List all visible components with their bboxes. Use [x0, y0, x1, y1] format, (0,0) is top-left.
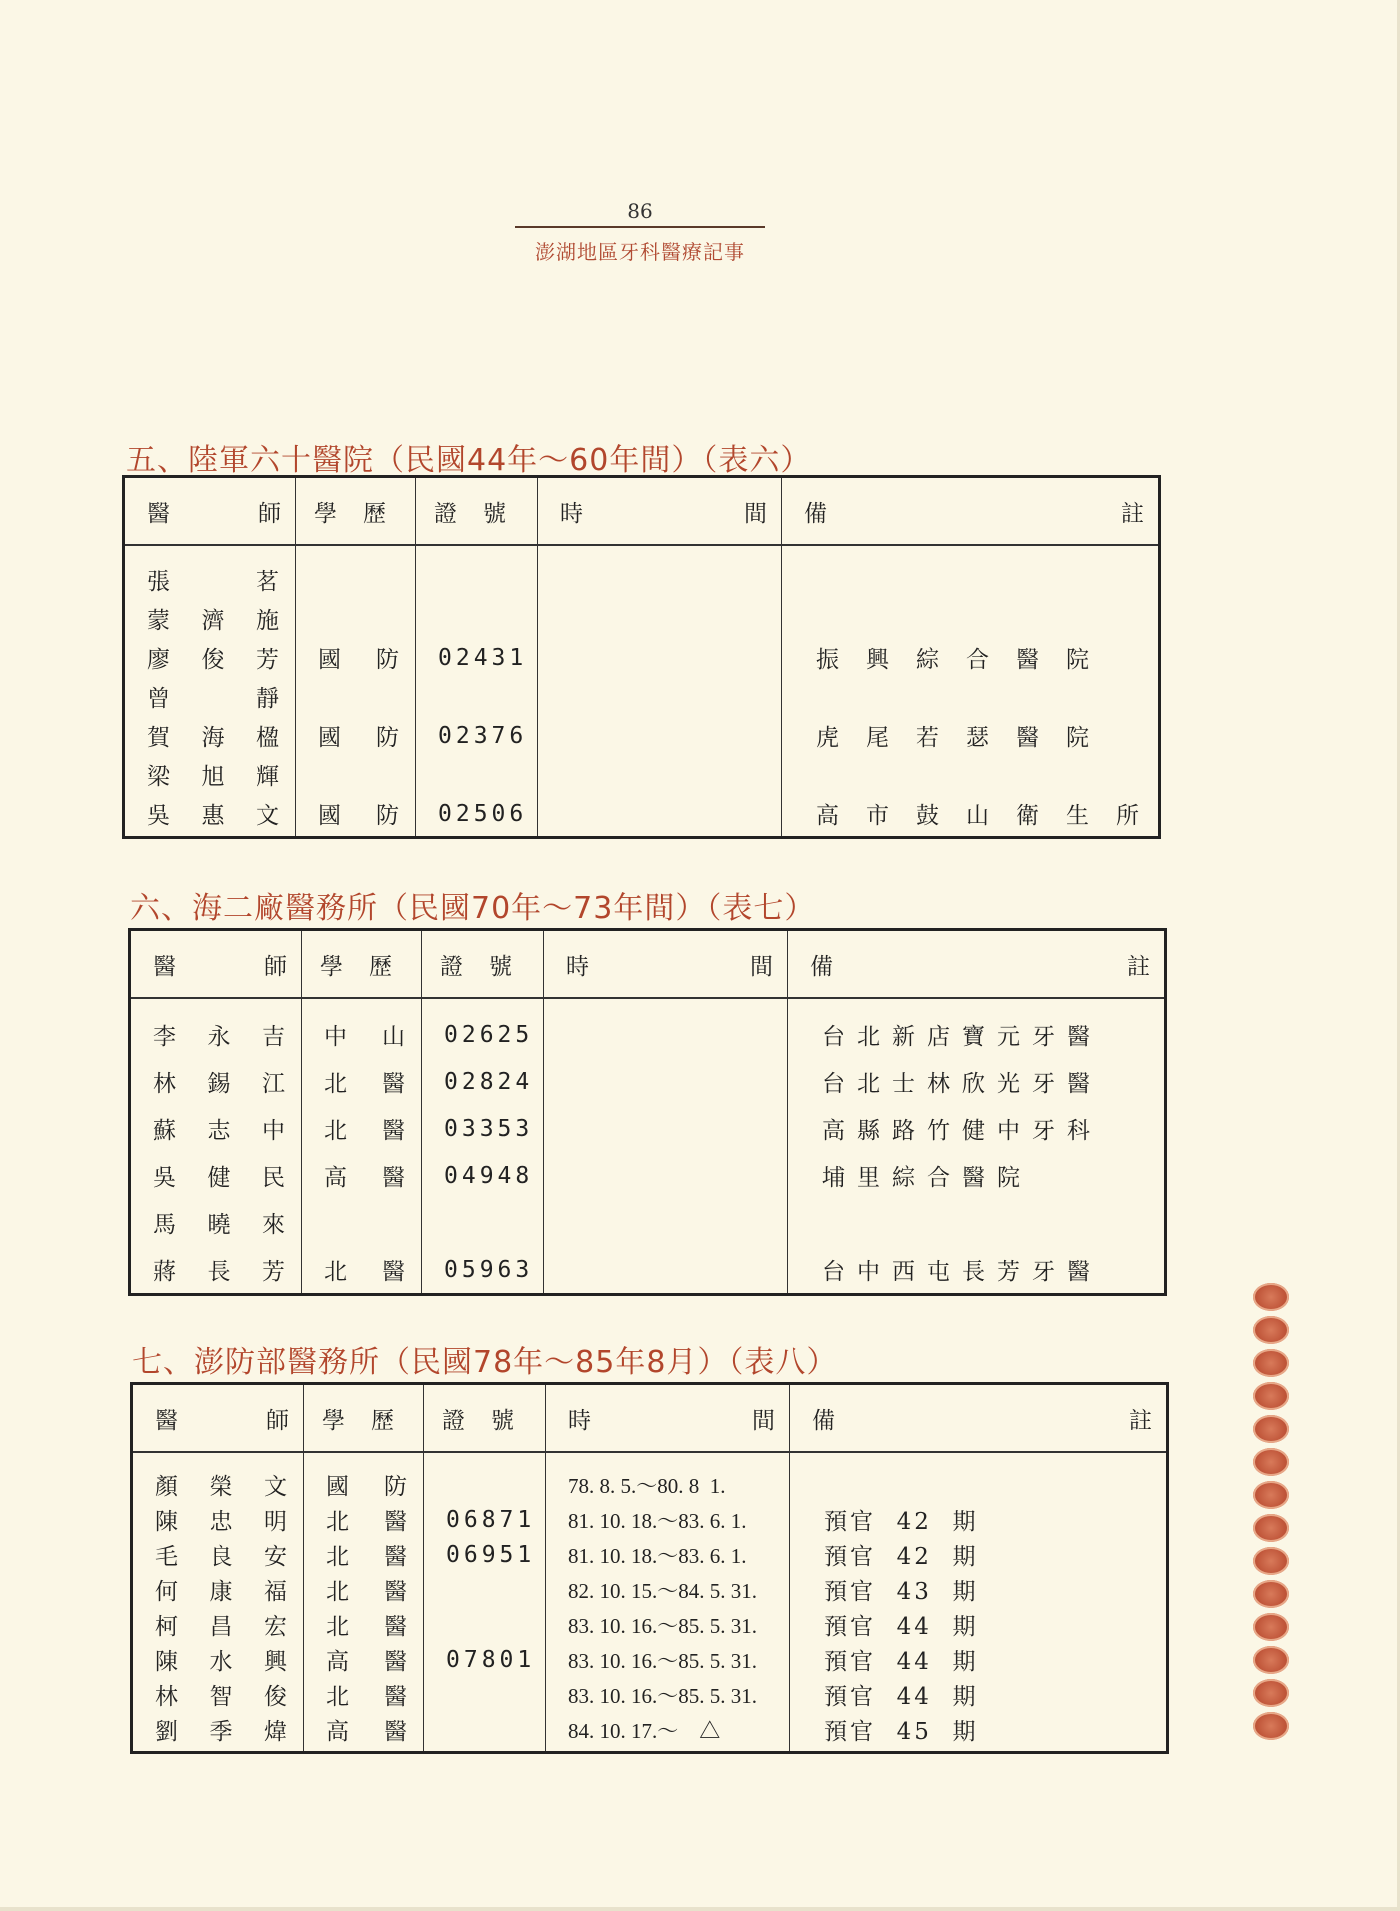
name-char: 俊: [201, 647, 225, 673]
name-char: 宏: [264, 1614, 287, 1640]
header-education-char: 學: [314, 500, 337, 527]
doctor-name: [131, 1058, 301, 1105]
name-char: 吳: [153, 1165, 176, 1191]
column-remarks: [782, 545, 1166, 837]
remark: 預官 45 期: [824, 1719, 979, 1745]
decorative-seal-icon: [1253, 1580, 1289, 1608]
header-remarks-char: 註: [1121, 500, 1144, 527]
doctor-name: [133, 1712, 303, 1747]
education: [304, 1572, 423, 1607]
decorative-seal-icon: [1253, 1481, 1289, 1509]
decorative-seal-icon: [1253, 1646, 1289, 1674]
doctor-name: [131, 1011, 301, 1058]
education: [296, 794, 415, 833]
doctor-name: [125, 794, 295, 833]
service-period: [538, 794, 781, 833]
education: [302, 1011, 421, 1058]
doctor-name: [125, 638, 295, 677]
column-education: [296, 545, 416, 837]
header-education: [304, 1384, 424, 1453]
edu-char: 高: [324, 1165, 347, 1191]
education: [296, 560, 415, 599]
header-rule: [515, 226, 765, 228]
edu-char: 國: [318, 725, 341, 751]
service-period: [544, 1152, 787, 1199]
name-char: 安: [264, 1544, 287, 1570]
header-remarks: [790, 1384, 1168, 1453]
name-char: 昌: [209, 1614, 233, 1640]
page-header: [515, 198, 765, 265]
header-education-char: 歷: [371, 1407, 394, 1434]
education: [302, 1058, 421, 1105]
service-period: 78. 8. 5.～80. 8 1.: [568, 1473, 726, 1498]
doctor-name: [131, 1199, 301, 1246]
doctor-name: [133, 1642, 303, 1677]
edu-char: 醫: [384, 1614, 407, 1640]
decorative-seal-icon: [1253, 1448, 1289, 1476]
name-char: 曾: [147, 686, 170, 712]
service-period: 84. 10. 17.～ △: [568, 1718, 721, 1743]
header-doctor-char: 師: [258, 500, 281, 527]
remark: 預官 44 期: [824, 1649, 979, 1675]
name-char: 蘇: [153, 1118, 176, 1144]
doctor-name: [133, 1502, 303, 1537]
name-char: 智: [209, 1684, 233, 1710]
decorative-seal-icon: [1253, 1316, 1289, 1344]
decorative-seal-icon: [1253, 1415, 1289, 1443]
name-char: 明: [264, 1509, 287, 1535]
header-license-char: 證: [434, 500, 457, 527]
header-education: [302, 930, 422, 999]
name-char: 芳: [256, 647, 279, 673]
remark: [788, 1199, 1164, 1246]
edu-char: 醫: [384, 1509, 407, 1535]
license-number: [416, 677, 537, 716]
edu-char: 醫: [382, 1071, 405, 1097]
service-period: 83. 10. 16.～85. 5. 31.: [568, 1683, 757, 1708]
header-doctor-char: 師: [266, 1407, 289, 1434]
name-char: 惠: [201, 803, 225, 829]
education: [296, 755, 415, 794]
header-remarks: [782, 477, 1160, 546]
service-period: 83. 10. 16.～85. 5. 31.: [568, 1613, 757, 1638]
remark: [782, 560, 1158, 599]
header-remarks-char: 備: [810, 953, 833, 980]
header-education-char: 學: [320, 953, 343, 980]
service-period: 83. 10. 16.～85. 5. 31.: [568, 1648, 757, 1673]
header-time: [546, 1384, 790, 1453]
name-char: 陳: [155, 1649, 178, 1675]
column-education: [304, 1452, 424, 1752]
edu-char: 北: [326, 1509, 349, 1535]
name-char: 興: [264, 1649, 287, 1675]
name-char: 柯: [155, 1614, 178, 1640]
service-period: [538, 755, 781, 794]
header-time-char: 間: [752, 1407, 775, 1434]
name-char: 李: [153, 1024, 176, 1050]
header-remarks-char: 註: [1129, 1407, 1152, 1434]
name-char: 俊: [264, 1684, 287, 1710]
edu-char: 國: [326, 1474, 349, 1500]
edu-char: 北: [324, 1118, 347, 1144]
license-number: [424, 1712, 545, 1747]
remark: 預官 42 期: [824, 1509, 979, 1535]
license-number: [416, 560, 537, 599]
edu-char: 醫: [384, 1579, 407, 1605]
name-char: 長: [207, 1259, 231, 1285]
name-char: 馬: [153, 1212, 176, 1238]
name-char: 永: [207, 1024, 231, 1050]
edu-char: 中: [324, 1024, 347, 1050]
page-number: 86: [627, 199, 653, 223]
license-number: 03353: [444, 1115, 534, 1142]
header-license-char: 證: [440, 953, 463, 980]
edu-char: 防: [376, 725, 399, 751]
name-char: 蔣: [153, 1259, 176, 1285]
name-char: 林: [155, 1684, 178, 1710]
license-number: 06951: [446, 1541, 536, 1568]
name-char: 錫: [207, 1071, 231, 1097]
column-doctor: [124, 545, 296, 837]
edu-char: 醫: [382, 1259, 405, 1285]
name-char: 吉: [262, 1024, 285, 1050]
name-char: 良: [209, 1544, 233, 1570]
name-char: 廖: [147, 647, 170, 673]
remark: [782, 755, 1158, 794]
table-8: [130, 1382, 1169, 1754]
education: [304, 1502, 423, 1537]
name-char: 曉: [207, 1212, 231, 1238]
license-number: [424, 1572, 545, 1607]
header-license: [424, 1384, 546, 1453]
service-period: [538, 560, 781, 599]
edu-char: 高: [326, 1719, 349, 1745]
edu-char: 醫: [384, 1544, 407, 1570]
decorative-seal-icon: [1253, 1547, 1289, 1575]
edu-char: 國: [318, 647, 341, 673]
doctor-name: [125, 677, 295, 716]
column-remarks: [788, 998, 1166, 1295]
header-row: [124, 477, 1160, 546]
header-license-char: 號: [489, 953, 512, 980]
header-time-char: 時: [566, 953, 589, 980]
header-license-char: 證: [442, 1407, 465, 1434]
header-license-char: 號: [483, 500, 506, 527]
decorative-seal-icon: [1253, 1283, 1289, 1311]
page-edge-bottom: [0, 1907, 1400, 1911]
name-char: 茗: [256, 569, 279, 595]
name-char: 江: [262, 1071, 285, 1097]
header-doctor-char: 醫: [153, 953, 176, 980]
column-education: [302, 998, 422, 1295]
name-char: 梁: [147, 764, 170, 790]
service-period: 82. 10. 15.～84. 5. 31.: [568, 1578, 757, 1603]
remark: 台北新店寶元牙醫: [822, 1024, 1102, 1050]
edu-char: 醫: [384, 1684, 407, 1710]
license-number: [424, 1467, 545, 1502]
name-char: 文: [264, 1474, 287, 1500]
doctor-name: [125, 755, 295, 794]
edu-char: 國: [318, 803, 341, 829]
section-title-table7: 六、海二廠醫務所（民國70年～73年間）（表七）: [130, 891, 816, 926]
license-number: 04948: [444, 1162, 534, 1189]
header-time-char: 時: [560, 500, 583, 527]
name-char: 文: [256, 803, 279, 829]
license-number: 02506: [438, 800, 528, 827]
doctor-name: [133, 1677, 303, 1712]
edu-char: 醫: [384, 1649, 407, 1675]
service-period: 81. 10. 18.～83. 6. 1.: [568, 1543, 747, 1568]
name-char: 張: [147, 569, 170, 595]
header-education-char: 歷: [369, 953, 392, 980]
header-row: [130, 930, 1166, 999]
remark: 預官 44 期: [824, 1684, 979, 1710]
edu-char: 北: [324, 1071, 347, 1097]
remark: 台中西屯長芳牙醫: [822, 1259, 1102, 1285]
section-title-table6: 五、陸軍六十醫院（民國44年～60年間）（表六）: [126, 443, 812, 478]
doctor-name: [133, 1607, 303, 1642]
name-char: 吳: [147, 803, 170, 829]
name-char: 海: [201, 725, 225, 751]
doctor-name: [131, 1246, 301, 1293]
service-period: [538, 716, 781, 755]
education: [296, 638, 415, 677]
header-education: [296, 477, 416, 546]
education: [302, 1246, 421, 1293]
edu-char: 北: [326, 1684, 349, 1710]
edu-char: 防: [376, 647, 399, 673]
education: [304, 1537, 423, 1572]
service-period: [538, 677, 781, 716]
edu-char: 醫: [382, 1165, 405, 1191]
edu-char: 山: [382, 1024, 405, 1050]
decorative-seal-icon: [1253, 1679, 1289, 1707]
remark: 預官 43 期: [824, 1579, 979, 1605]
header-remarks-char: 備: [812, 1407, 835, 1434]
header-doctor: [132, 1384, 304, 1453]
name-char: 芳: [262, 1259, 285, 1285]
service-period: [544, 1199, 787, 1246]
service-period: [544, 1105, 787, 1152]
doctor-name: [125, 560, 295, 599]
edu-char: 醫: [384, 1719, 407, 1745]
header-education-char: 學: [322, 1407, 345, 1434]
column-time: [544, 998, 788, 1295]
license-number: [422, 1199, 543, 1246]
header-doctor: [124, 477, 296, 546]
name-char: 賀: [147, 725, 170, 751]
name-char: 健: [207, 1165, 231, 1191]
decorative-seal-icon: [1253, 1382, 1289, 1410]
education: [302, 1152, 421, 1199]
doctor-name: [133, 1572, 303, 1607]
name-char: 季: [209, 1719, 233, 1745]
name-char: 志: [207, 1118, 231, 1144]
decorative-seal-icon: [1253, 1514, 1289, 1542]
service-period: [544, 1058, 787, 1105]
header-remarks-char: 備: [804, 500, 827, 527]
remark: 預官 44 期: [824, 1614, 979, 1640]
name-char: 何: [155, 1579, 178, 1605]
edu-char: 醫: [382, 1118, 405, 1144]
education: [304, 1467, 423, 1502]
education: [304, 1607, 423, 1642]
header-doctor-char: 醫: [147, 500, 170, 527]
name-char: 忠: [209, 1509, 233, 1535]
decorative-seal-icon: [1253, 1712, 1289, 1740]
doctor-name: [131, 1105, 301, 1152]
doctor-name: [125, 716, 295, 755]
name-char: 楹: [256, 725, 279, 751]
column-remarks: [790, 1452, 1168, 1752]
table-6: [122, 475, 1166, 839]
remark: 台北士林欣光牙醫: [822, 1071, 1102, 1097]
table-7: [128, 928, 1167, 1296]
name-char: 靜: [256, 686, 279, 712]
header-license-char: 號: [491, 1407, 514, 1434]
doctor-name: [133, 1537, 303, 1572]
column-doctor: [132, 1452, 304, 1752]
edu-char: 高: [326, 1649, 349, 1675]
license-number: 02625: [444, 1021, 534, 1048]
section-title-table8: 七、澎防部醫務所（民國78年～85年8月）（表八）: [132, 1345, 838, 1380]
remark: [782, 599, 1158, 638]
column-time: [538, 545, 782, 837]
edu-char: 北: [326, 1579, 349, 1605]
name-char: 劉: [155, 1719, 178, 1745]
remark: 預官 42 期: [824, 1544, 979, 1570]
name-char: 康: [209, 1579, 233, 1605]
education: [296, 599, 415, 638]
remark: 埔里綜合醫院: [822, 1165, 1032, 1191]
education: [304, 1712, 423, 1747]
education: [302, 1199, 421, 1246]
column-license: [422, 998, 544, 1295]
service-period: [538, 599, 781, 638]
name-char: 顏: [155, 1474, 178, 1500]
header-doctor-char: 醫: [155, 1407, 178, 1434]
name-char: 來: [262, 1212, 285, 1238]
license-number: [424, 1677, 545, 1712]
header-time-char: 間: [744, 500, 767, 527]
license-number: 07801: [446, 1646, 536, 1673]
license-number: 06871: [446, 1506, 536, 1533]
header-row: [132, 1384, 1168, 1453]
education: [304, 1677, 423, 1712]
name-char: 榮: [209, 1474, 233, 1500]
license-number: [424, 1607, 545, 1642]
header-time: [538, 477, 782, 546]
header-license: [422, 930, 544, 999]
remark: 高市鼓山衛生所: [816, 803, 1166, 829]
header-time: [544, 930, 788, 999]
column-time: [546, 1452, 790, 1752]
service-period: [544, 1011, 787, 1058]
decorative-seal-icon: [1253, 1349, 1289, 1377]
name-char: 施: [256, 608, 279, 634]
header-remarks-char: 註: [1127, 953, 1150, 980]
name-char: 蒙: [147, 608, 170, 634]
license-number: 02431: [438, 644, 528, 671]
education: [296, 716, 415, 755]
edu-char: 防: [376, 803, 399, 829]
remark: 高縣路竹健中牙科: [822, 1118, 1102, 1144]
service-period: [538, 638, 781, 677]
name-char: 林: [153, 1071, 176, 1097]
header-remarks: [788, 930, 1166, 999]
name-char: 水: [209, 1649, 233, 1675]
column-license: [416, 545, 538, 837]
name-char: 毛: [155, 1544, 178, 1570]
name-char: 旭: [201, 764, 225, 790]
education: [304, 1642, 423, 1677]
column-doctor: [130, 998, 302, 1295]
name-char: 輝: [256, 764, 279, 790]
doctor-name: [125, 599, 295, 638]
doctor-name: [131, 1152, 301, 1199]
license-number: 05963: [444, 1256, 534, 1283]
header-license: [416, 477, 538, 546]
edu-char: 北: [326, 1544, 349, 1570]
header-time-char: 時: [568, 1407, 591, 1434]
seal-column: [1253, 1283, 1291, 1745]
service-period: [544, 1246, 787, 1293]
header-education-char: 歷: [363, 500, 386, 527]
header-doctor: [130, 930, 302, 999]
license-number: 02376: [438, 722, 528, 749]
edu-char: 北: [326, 1614, 349, 1640]
remark: [782, 677, 1158, 716]
edu-char: 北: [324, 1259, 347, 1285]
license-number: [416, 755, 537, 794]
service-period: 81. 10. 18.～83. 6. 1.: [568, 1508, 747, 1533]
name-char: 中: [262, 1118, 285, 1144]
remark: 虎尾若瑟醫院: [816, 725, 1116, 751]
name-char: 煒: [264, 1719, 287, 1745]
education: [296, 677, 415, 716]
name-char: 民: [262, 1165, 285, 1191]
remark: [790, 1467, 1166, 1502]
remark: 振興綜合醫院: [816, 647, 1116, 673]
name-char: 陳: [155, 1509, 178, 1535]
name-char: 福: [264, 1579, 287, 1605]
header-time-char: 間: [750, 953, 773, 980]
book-title: 澎湖地區牙科醫療記事: [535, 240, 745, 264]
header-doctor-char: 師: [264, 953, 287, 980]
name-char: 濟: [201, 608, 225, 634]
license-number: [416, 599, 537, 638]
doctor-name: [133, 1467, 303, 1502]
edu-char: 防: [384, 1474, 407, 1500]
decorative-seal-icon: [1253, 1613, 1289, 1641]
education: [302, 1105, 421, 1152]
license-number: 02824: [444, 1068, 534, 1095]
column-license: [424, 1452, 546, 1752]
